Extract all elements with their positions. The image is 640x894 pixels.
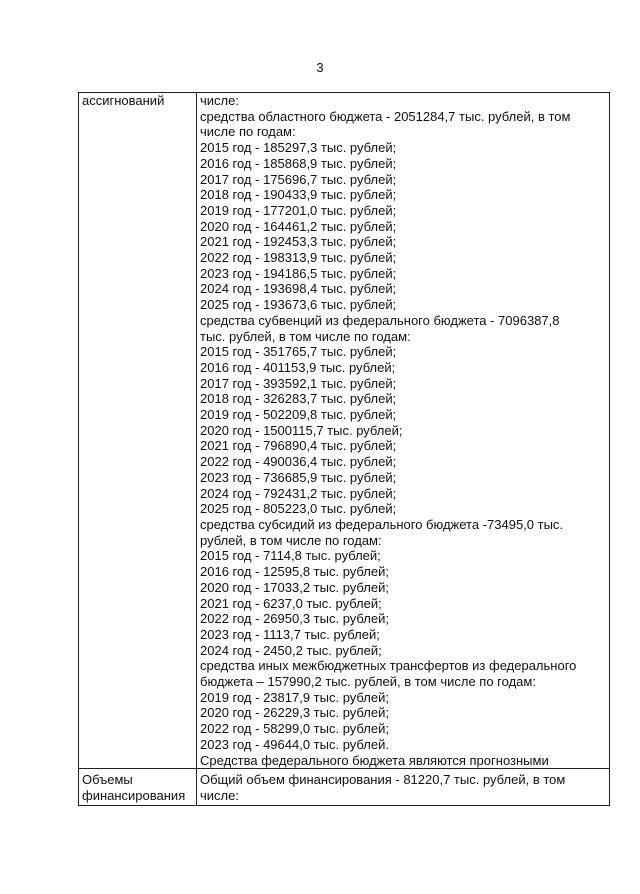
page-number: 3 bbox=[316, 60, 324, 75]
text-line: рублей, в том числе по годам: bbox=[200, 532, 382, 548]
row-content-cell bbox=[197, 769, 610, 806]
text-line: 2018 год - 326283,7 тыс. рублей; bbox=[200, 391, 397, 407]
text-line: средства субсидий из федерального бюджета -73495,0 тыс. bbox=[200, 516, 564, 532]
text-line: числе: bbox=[200, 93, 239, 108]
text-line: Средства федерального бюджета являются прогнозными bbox=[200, 752, 549, 768]
text-line: 2025 год - 193673,6 тыс. рублей; bbox=[200, 297, 397, 313]
text-line: 2016 год - 185868,9 тыс. рублей; bbox=[200, 155, 397, 171]
text-line: средства иных межбюджетных трансфертов из федерального bbox=[200, 658, 577, 674]
text-line: 2020 год - 1500115,7 тыс. рублей; bbox=[200, 422, 403, 438]
text-line: 2016 год - 401153,9 тыс. рублей; bbox=[200, 359, 396, 375]
text-line: бюджета – 157990,2 тыс. рублей, в том числе по годам: bbox=[200, 674, 536, 690]
row-label-line: Объемы bbox=[82, 772, 133, 788]
text-line: 2020 год - 164461,2 тыс. рублей; bbox=[200, 218, 397, 234]
text-line: 2015 год - 351765,7 тыс. рублей; bbox=[200, 344, 397, 360]
table-row bbox=[79, 93, 610, 769]
text-line: 2024 год - 792431,2 тыс. рублей; bbox=[200, 485, 397, 501]
text-line: 2016 год - 12595,8 тыс. рублей; bbox=[200, 564, 389, 580]
text-line: 2019 год - 502209,8 тыс. рублей; bbox=[200, 407, 397, 423]
text-line: средства областного бюджета - 2051284,7 тыс. рублей, в том bbox=[200, 108, 571, 124]
text-line: Общий объем финансирования - 81220,7 тыс. рублей, в том bbox=[200, 772, 566, 788]
text-line: 2022 год - 26950,3 тыс. рублей; bbox=[200, 611, 389, 627]
row-label-line: финансирования bbox=[82, 787, 186, 803]
text-line: 2020 год - 26229,3 тыс. рублей; bbox=[200, 705, 389, 721]
text-line: 2021 год - 6237,0 тыс. рублей; bbox=[200, 595, 382, 611]
text-line: 2019 год - 23817,9 тыс. рублей; bbox=[200, 689, 389, 705]
text-line: 2015 год - 7114,8 тыс. рублей; bbox=[200, 548, 381, 564]
text-line: 2022 год - 198313,9 тыс. рублей; bbox=[200, 250, 397, 266]
row-label: ассигнований bbox=[82, 93, 165, 108]
text-line: 2025 год - 805223,0 тыс. рублей; bbox=[200, 501, 397, 517]
text-line: 2018 год - 190433,9 тыс. рублей; bbox=[200, 187, 397, 203]
row-label-cell bbox=[79, 93, 197, 769]
passport-table bbox=[78, 92, 610, 806]
text-line: 2023 год - 49644,0 тыс. рублей. bbox=[200, 736, 389, 752]
text-line: 2023 год - 736685,9 тыс. рублей; bbox=[200, 469, 397, 485]
text-line: 2017 год - 393592,1 тыс. рублей; bbox=[200, 375, 397, 391]
text-line: средства субвенций из федерального бюджета - 7096387,8 bbox=[200, 312, 560, 328]
text-line: 2021 год - 796890,4 тыс. рублей; bbox=[200, 438, 397, 454]
text-line: тыс. рублей, в том числе по годам: bbox=[200, 328, 411, 344]
text-line: 2020 год - 17033,2 тыс. рублей; bbox=[200, 579, 389, 595]
table-row bbox=[79, 769, 610, 806]
text-line: 2024 год - 2450,2 тыс. рублей; bbox=[200, 642, 382, 658]
text-line: числе: bbox=[200, 787, 239, 803]
text-line: 2015 год - 185297,3 тыс. рублей; bbox=[200, 140, 397, 156]
text-line: 2021 год - 192453,3 тыс. рублей; bbox=[200, 234, 397, 250]
text-line: 2023 год - 1113,7 тыс. рублей; bbox=[200, 626, 380, 642]
text-line: 2022 год - 490036,4 тыс. рублей; bbox=[200, 454, 397, 470]
text-line: 2023 год - 194186,5 тыс. рублей; bbox=[200, 265, 397, 281]
text-line: числе по годам: bbox=[200, 124, 296, 140]
text-line: 2017 год - 175696,7 тыс. рублей; bbox=[200, 171, 397, 187]
text-line: 2022 год - 58299,0 тыс. рублей; bbox=[200, 721, 389, 737]
row-label-cell bbox=[79, 769, 197, 806]
row-content-cell bbox=[197, 93, 610, 769]
text-line: 2024 год - 193698,4 тыс. рублей; bbox=[200, 281, 397, 297]
text-line: 2019 год - 177201,0 тыс. рублей; bbox=[200, 202, 397, 218]
